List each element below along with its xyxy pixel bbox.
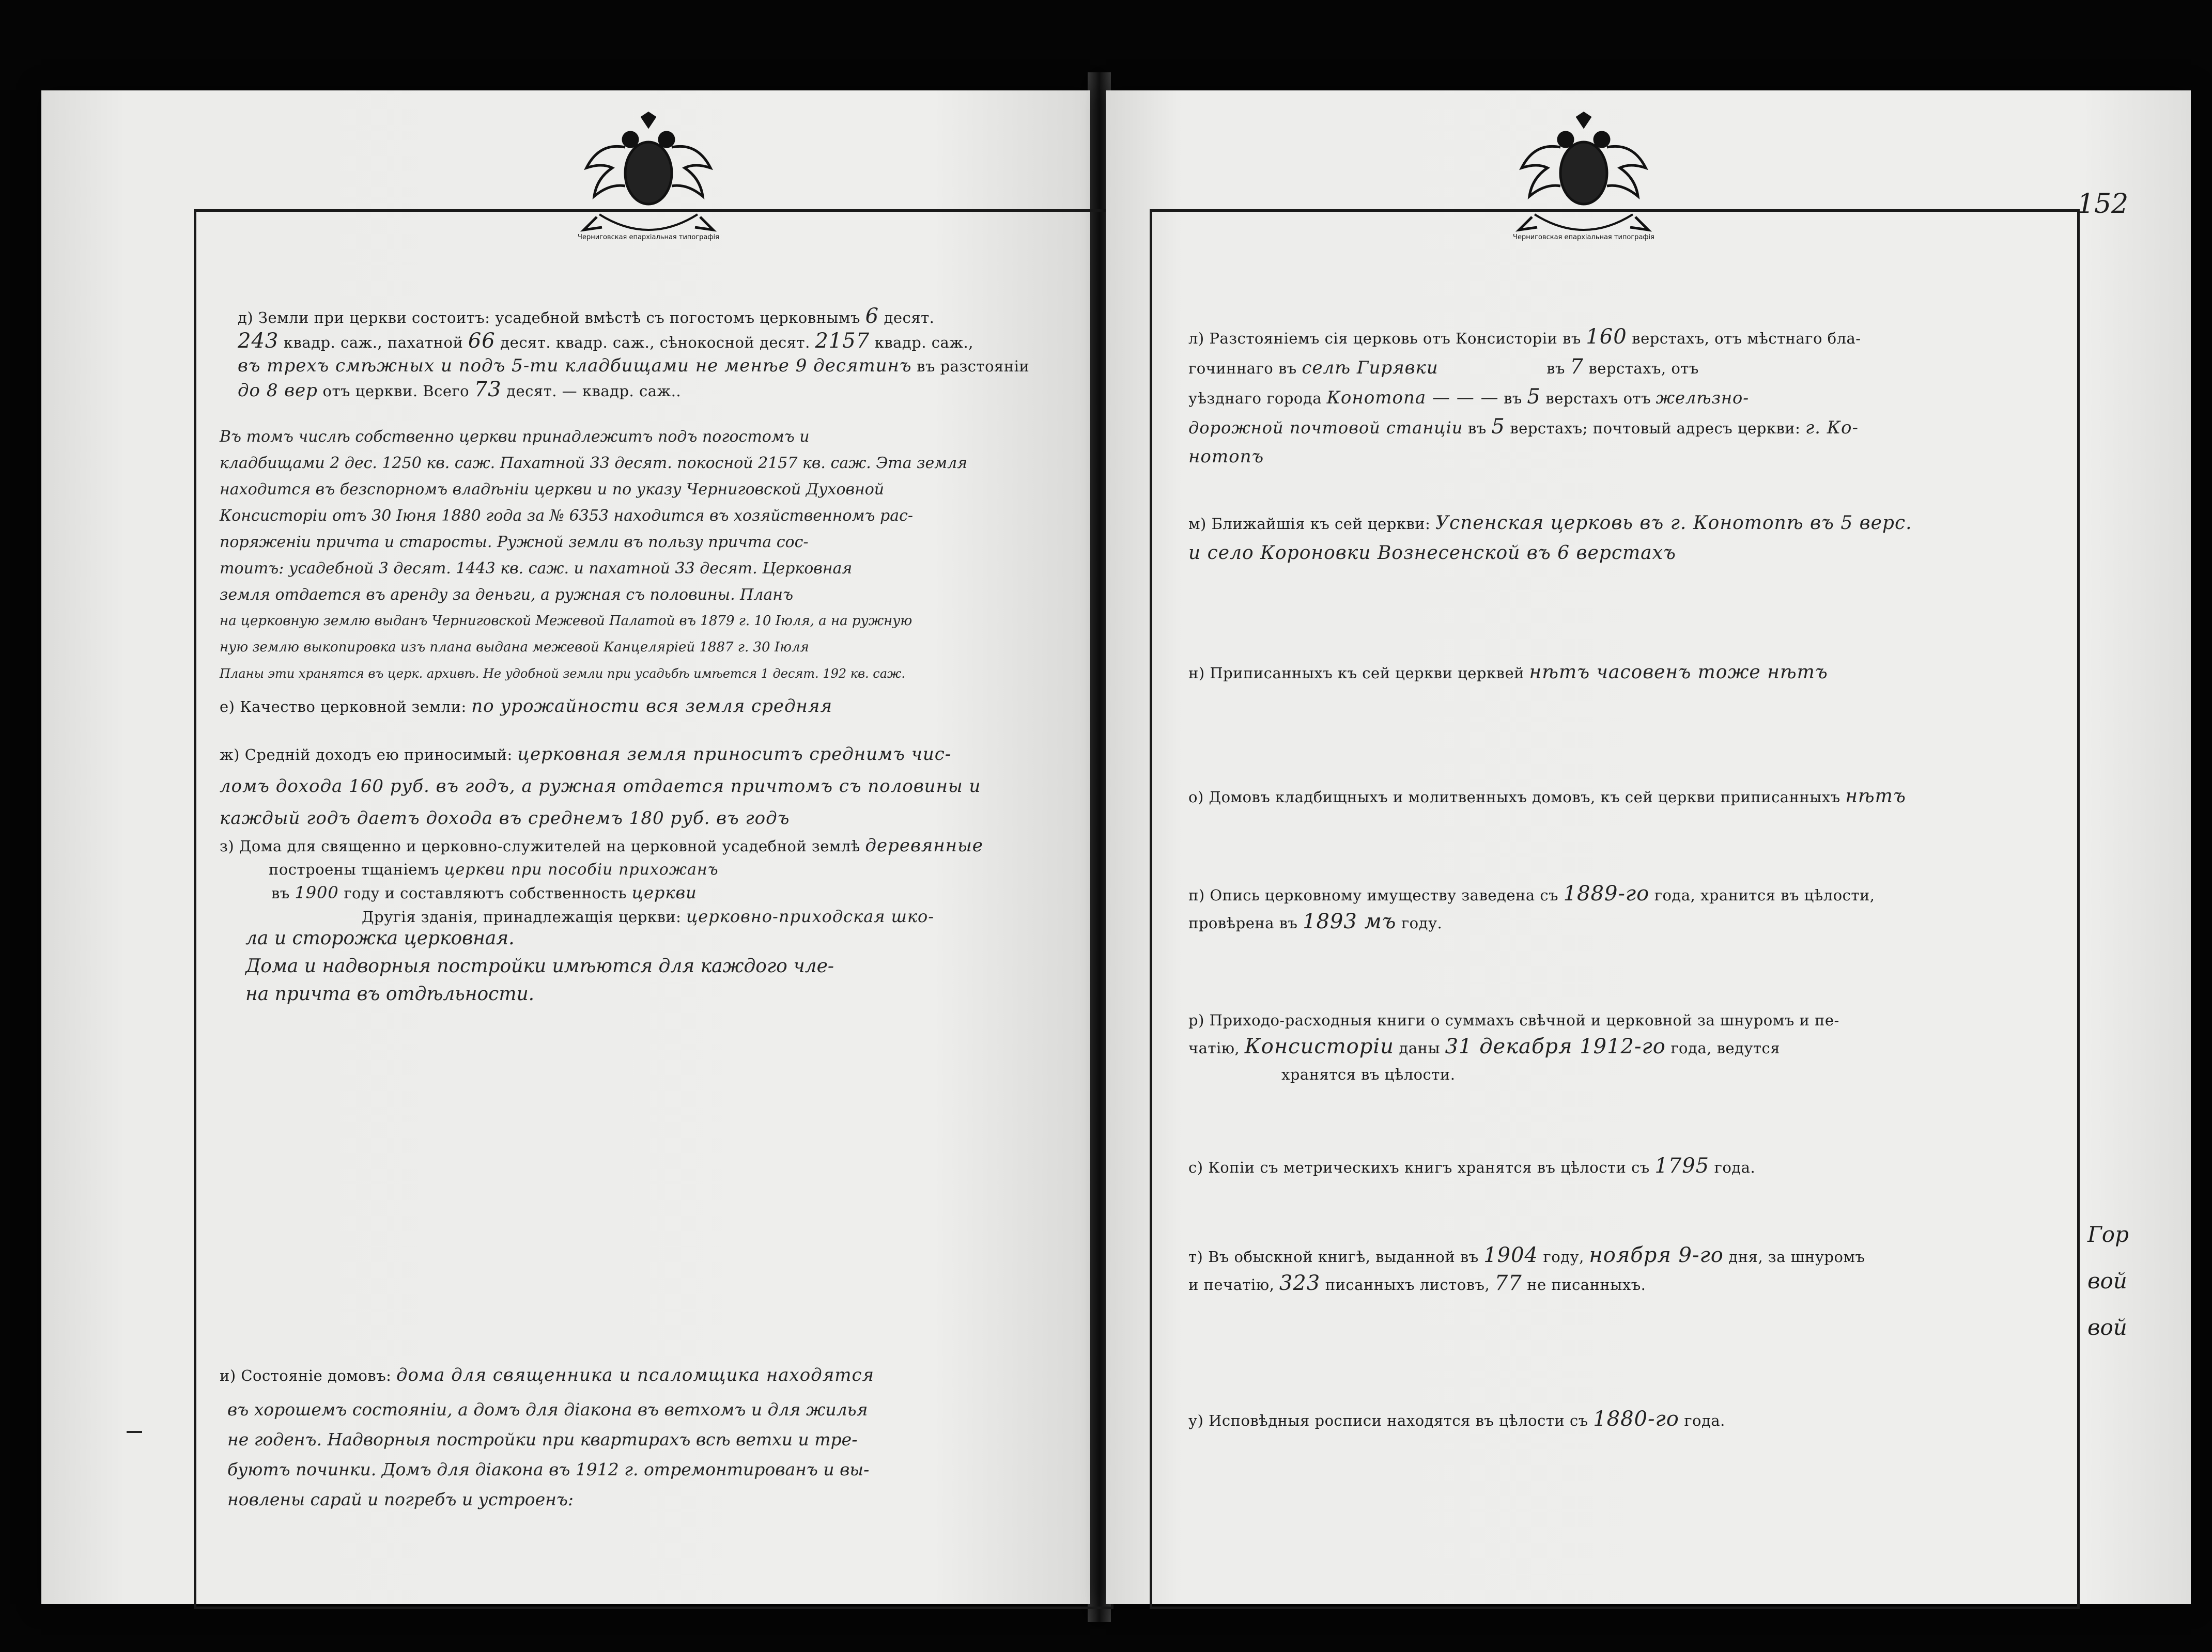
margin-dash (127, 1431, 142, 1433)
nearest-section (1188, 509, 2108, 569)
land-note-line: ную землю выкопировка изъ плана выдана межевой Канцеляріей 1887 г. 30 Іюля (220, 640, 809, 655)
margin-note (2087, 1211, 2129, 1351)
land-note-line: тоитъ: усадебной 3 десят. 1443 кв. саж. и пахатной 33 десят. Церковная (220, 559, 853, 578)
search-printed-written: писанныхъ листовъ, (1325, 1276, 1490, 1293)
distance-address-cont: нотопъ (1188, 446, 1264, 467)
inventory-printed-kept: года, хранится въ цѣлости, (1654, 886, 1875, 904)
land-pakhat-value: 66 (468, 329, 496, 353)
distance-printed-from2: верстахъ отъ (1545, 389, 1651, 407)
houses-note-line: на причта въ отдѣльности. (245, 984, 535, 1005)
land-printed-label: д) Земли при церкви состоитъ: усадебной вмѣстѣ съ погостомъ церковнымъ (238, 309, 861, 326)
distance-printed-v2: въ (1504, 389, 1522, 407)
condition-note-line: въ хорошемъ состояніи, а домъ для діакона въ ветхомъ и для жилья (227, 1399, 868, 1420)
metric-printed-label: с) Копіи съ метрическихъ книгъ хранятся въ цѣлости съ (1188, 1159, 1650, 1176)
condition-value: дома для священника и псаломщика находятся (396, 1365, 875, 1385)
metric-year-value: 1795 (1654, 1154, 1710, 1178)
land-note-line: Въ томъ числѣ собственно церкви принадлежитъ подъ погостомъ и (220, 428, 810, 446)
distance-dean-value: 7 (1570, 355, 1584, 379)
nearest-value-2: и село Короновки Вознесенской въ 6 верстахъ (1188, 542, 1676, 564)
land-usad-value: 6 (865, 304, 879, 328)
search-printed-year: году, (1543, 1248, 1584, 1266)
quality-printed-label: е) Качество церковной земли: (220, 698, 467, 715)
houses-material-value: деревянные (865, 835, 983, 856)
income-line: каждый годъ даетъ дохода въ среднемъ 180 руб. въ годъ (220, 808, 790, 829)
houses-printed-label: з) Дома для священно и церковно-служителей на церковной усадебной землѣ (220, 837, 860, 855)
quality-section (220, 695, 1098, 719)
inventory-printed-label: п) Опись церковному имуществу заведена съ (1188, 886, 1559, 904)
land-note-line: поряженіи причта и старосты. Ружной земли въ пользу причта сос- (220, 533, 809, 551)
land-note-line: кладбищами 2 дес. 1250 кв. саж. Пахатной 33 десят. покосной 2157 кв. саж. Эта земля (220, 454, 968, 472)
distance-printed-town: уѣзднаго города (1188, 389, 1322, 407)
emblem-ribbon-text: Черниговская епархіальная типографія (578, 233, 719, 241)
income-printed-label: ж) Средній доходъ ею приносимый: (220, 746, 513, 763)
houses-owner-value: церкви (631, 883, 697, 902)
confession-year-value: 1880-го (1593, 1407, 1679, 1431)
distance-post-station: дорожной почтовой станціи (1188, 418, 1463, 438)
cemetery-printed-label: о) Домовъ кладбищныхъ и молитвенныхъ домовъ, къ сей церкви приписанныхъ (1188, 788, 1840, 806)
emblem-ribbon-text: Черниговская епархіальная типографія (1513, 233, 1654, 241)
houses-printed-owner: году и составляютъ собственность (344, 884, 627, 902)
income-line: церковная земля приноситъ среднимъ чис- (517, 744, 952, 765)
houses-builder-value: церкви при пособіи прихожанъ (444, 861, 719, 879)
distance-printed-v3: въ (1468, 419, 1487, 437)
houses-printed-other: Другія зданія, принадлежащія церкви: (362, 908, 682, 926)
search-year-value: 1904 (1483, 1243, 1538, 1267)
search-date-value: ноября 9-го (1589, 1243, 1724, 1267)
search-printed-blank: не писанныхъ. (1527, 1276, 1646, 1293)
distance-printed-v: въ (1546, 360, 1565, 377)
search-blank-value: 77 (1494, 1271, 1522, 1295)
assigned-value: нѣтъ часовенъ тоже нѣтъ (1529, 662, 1828, 683)
books-section (1188, 1007, 2098, 1088)
search-book-section (1188, 1242, 2098, 1298)
land-senokos-value: 2157 (815, 329, 870, 353)
cemetery-value: нѣтъ (1845, 786, 1906, 807)
books-printed-seal: чатію, (1188, 1039, 1240, 1057)
inventory-checked-value: 1893 мъ (1303, 910, 1397, 933)
condition-printed-label: и) Состояніе домовъ: (220, 1367, 392, 1384)
quality-value: по урожайности вся земля средняя (471, 696, 832, 716)
condition-note-line: новлены сарай и погребъ и устроенъ: (227, 1489, 574, 1509)
land-note-line: Консисторіи отъ 30 Іюня 1880 года за № 6353 находится въ хозяйственномъ рас- (220, 507, 914, 525)
income-line: ломъ дохода 160 руб. въ годъ, а ружная отдается причтомъ съ половины и (220, 776, 981, 797)
condition-notes (227, 1395, 869, 1515)
land-section (238, 305, 1090, 403)
margin-note-line: вой (2087, 1315, 2127, 1340)
condition-note-line: буютъ починки. Домъ для діакона въ 1912 г. отремонтированъ и вы- (227, 1459, 870, 1479)
houses-note-line: Дома и надворныя постройки имѣются для каждого чле- (245, 956, 834, 977)
distance-consistory-value: 160 (1586, 325, 1627, 349)
right-page (1106, 90, 2191, 1604)
inventory-section (1188, 881, 2098, 937)
condition-section (220, 1364, 1108, 1388)
land-note-line: находится въ безспорномъ владѣніи церкви и по указу Черниговской Духовной (220, 480, 885, 498)
income-section (220, 739, 1098, 835)
distance-address-value: г. Ко- (1805, 417, 1859, 438)
distance-post-value: 5 (1491, 415, 1505, 439)
land-note-line: земля отдается въ аренду за деньги, а ружная съ половины. Планъ (220, 586, 794, 604)
confession-printed-label: у) Исповѣдныя росписи находятся въ цѣлости съ (1188, 1412, 1588, 1429)
left-page (41, 90, 1090, 1604)
inventory-year-value: 1889-го (1563, 882, 1650, 906)
houses-notes (245, 925, 834, 1008)
cemetery-section (1188, 785, 2098, 809)
search-printed-seal: и печатію, (1188, 1276, 1275, 1293)
nearest-value-1: Успенская церковь въ г. Конотопѣ въ 5 верс. (1435, 512, 1912, 534)
metric-printed-year: года. (1714, 1159, 1756, 1176)
search-written-value: 323 (1279, 1271, 1321, 1295)
distance-printed-in: гочиннаго въ (1188, 360, 1297, 377)
books-printed-whole: хранятся въ цѣлости. (1281, 1066, 1456, 1083)
distance-printed-from: верстахъ, отъ (1588, 360, 1699, 377)
land-note-line: на церковную землю выданъ Черниговской Межевой Палатой въ 1879 г. 10 Іюля, а на ружную (220, 613, 912, 629)
land-notes (220, 424, 967, 687)
search-printed-day: дня, за шнуромъ (1728, 1248, 1865, 1266)
assigned-section (1188, 661, 2098, 685)
search-printed-label: т) Въ обыскной книгѣ, выданной въ (1188, 1248, 1479, 1266)
land-printed-total-unit: десят. — квадр. саж.. (506, 382, 682, 400)
houses-year-value: 1900 (295, 883, 339, 902)
land-printed-senokos: десят. квадр. саж., сѣнокосной десят. (500, 334, 810, 351)
land-printed-total: отъ церкви. Всего (322, 382, 470, 400)
houses-section (220, 834, 1098, 929)
confession-section (1188, 1408, 2098, 1432)
distance-town-value: 5 (1527, 385, 1541, 409)
houses-printed-built: построены тщаніемъ (269, 861, 439, 878)
books-date-value: 31 декабря 1912-го (1445, 1035, 1666, 1058)
land-distance-value: до 8 вер (238, 380, 318, 401)
land-total-value: 73 (474, 378, 502, 401)
books-issuer-value: Консисторіи (1244, 1035, 1394, 1058)
houses-note-line: ла и сторожка церковная. (245, 928, 515, 949)
land-sazhen-value: 243 (238, 329, 279, 353)
distance-town-name: Конотопа — — — (1326, 387, 1499, 408)
distance-printed-dean: верстахъ, отъ мѣстнаго бла- (1632, 330, 1861, 347)
houses-printed-in: въ (271, 884, 290, 902)
distance-dean-place: селѣ Гирявки (1302, 357, 1438, 378)
land-printed-distance: въ разстояніи (917, 357, 1030, 375)
margin-note-line: вой (2087, 1268, 2127, 1293)
land-note-value: въ трехъ смѣжных и подъ 5-ти кладбищами не менѣе 9 десятинъ (238, 355, 912, 376)
land-note-line: Планы эти хранятся въ церк. архивѣ. Не удобной земли при усадьбѣ имѣется 1 десят. 192 кв. саж. (220, 666, 905, 681)
inventory-printed-checked: провѣрена въ (1188, 914, 1298, 932)
land-printed-desyat: десят. (884, 309, 935, 326)
land-printed-sazh: квадр. саж., (874, 334, 973, 351)
distance-section (1188, 323, 2098, 472)
inventory-printed-year: году. (1401, 914, 1443, 932)
land-printed-pakhat: квадр. саж., пахатной (283, 334, 463, 351)
condition-note-line: не годенъ. Надворныя постройки при квартирахъ всѣ ветхи и тре- (227, 1429, 858, 1450)
books-printed-given: даны (1399, 1039, 1441, 1057)
margin-note-line: Гор (2087, 1222, 2129, 1247)
books-printed-kept: года, ведутся (1670, 1039, 1781, 1057)
distance-printed-address: верстахъ; почтовый адресъ церкви: (1510, 419, 1801, 437)
distance-rail-label: желѣзно- (1656, 388, 1750, 408)
page-number: 152 (2077, 189, 2129, 220)
houses-other-value: церковно-приходская шко- (686, 907, 935, 926)
metric-section (1188, 1155, 2098, 1179)
distance-printed-consistory: л) Разстояніемъ сія церковь отъ Консисторіи въ (1188, 330, 1581, 347)
confession-printed-year: года. (1684, 1412, 1725, 1429)
assigned-printed-label: н) Приписанныхъ къ сей церкви церквей (1188, 664, 1524, 682)
books-printed-label: р) Приходо-расходныя книги о суммахъ свѣчной и церковной за шнуромъ и пе- (1188, 1011, 1839, 1029)
nearest-printed-label: м) Ближайшія къ сей церкви: (1188, 515, 1431, 533)
